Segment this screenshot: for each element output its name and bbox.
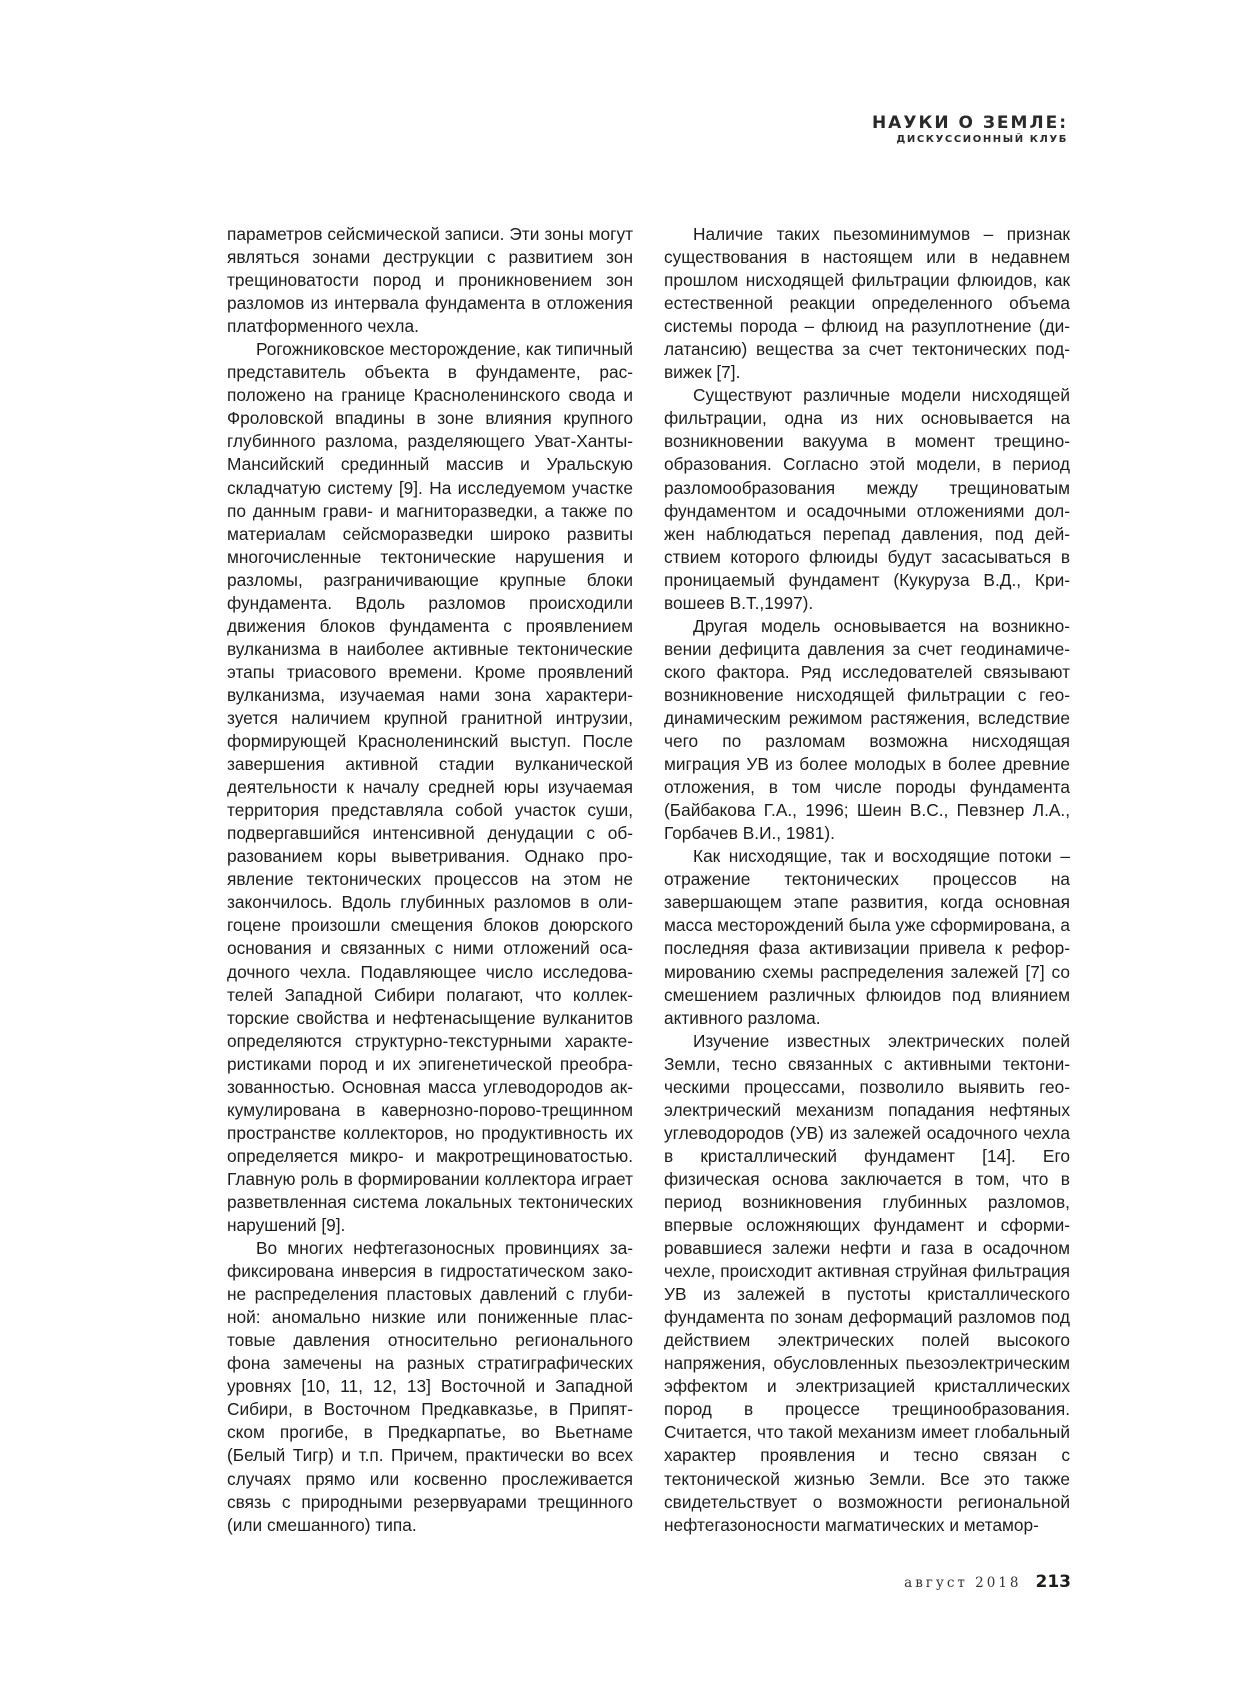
section-title: НАУКИ О ЗЕМЛЕ:	[871, 113, 1068, 133]
paragraph: параметров сейсмической записи. Эти зоны могут являться зонами деструкции с развитием зон трещиноватости пород и проникновением зон разломов из интервала фундамента в отложения платформенного чехла.	[227, 224, 633, 337]
paragraph: Как нисходящие, так и восходящие потоки – отражение тектонических процессов на завершающем этапе развития, когда основная масса месторождений была уже сформирована, а последняя фаза активизации привела к реформированию схемы распределения залежей [7] со смешением различных флюидов под влиянием активного разлома.	[664, 846, 1071, 1028]
journal-section-header	[872, 113, 1068, 145]
paragraph: Существуют различные модели нисходящей фильтрации, одна из них основывается на возникновении вакуума в момент трещинообразования. Согласно этой модели, в период разломообразования между трещиноватым фундаментом и осадочными отложениями должен наблюдаться перепад давления, под действием которого флюиды будут засасываться в проницаемый фундамент (Кукуруза В.Д., Кривошеев В.Т.,1997).	[664, 385, 1070, 613]
paragraph: Другая модель основывается на возникновении дефицита давления за счет геодинамического фактора. Ряд исследователей связывают возникновение нисходящей фильтрации с геодинамическим режимом растяжения, вследствие чего по разломам возможна нисходящая миграция УВ из более молодых в более древние отложения, в том числе породы фундамента (Байбакова Г.А., 1996; Шеин В.С., Певзнер Л.А., Горбачев В.И., 1981).	[664, 615, 1070, 844]
section-subtitle: ДИСКУССИОННЫЙ КЛУБ	[896, 134, 1068, 145]
paragraph: Наличие таких пьезоминимумов – признак существования в настоящем или в недавнем прошлом нисходящей фильтрации флюидов, как естественной реакции определенного объема системы порода – флюид на разуплотнение (дилатансию) вещества за счет тектонических подвижек [7].	[664, 224, 1070, 383]
page-footer	[904, 1572, 1071, 1592]
issue-date: август 2018	[904, 1575, 1022, 1591]
paragraph: Изучение известных электрических полей Земли, тесно связанных с активными тектоническими процессами, позволило выявить геоэлектрический механизм попадания нефтяных углеводородов (УВ) из залежей осадочного чехла в кристаллический фундамент [14]. Его физическая основа заключается в том, что в период возникновения глубинных разломов, впервые осложняющих фундамент и сформировавшиеся залежи нефти и газа в осадочном чехле, происходит активная струйная фильтрация УВ из залежей в пустоты кристаллического фундамента по зонам деформаций разломов под действием электрических полей высокого напряжения, обусловленных пьезоэлектрическим эффектом и электризацией кристаллических пород в процессе трещинообразования. Считается, что такой механизм имеет глобальный характер проявления и тесно связан с тектонической жизнью Земли. Все это также свидетельствует о возможности региональной нефтегазоносности магматических и метамор-	[664, 1030, 1070, 1535]
left-text-column	[227, 223, 633, 1537]
right-text-column	[664, 223, 1070, 1537]
paragraph: Рогожниковское месторождение, как типичный представитель объекта в фундаменте, расположено на границе Красноленинского свода и Фроловской впадины в зоне влияния крупного глубинного разлома, разделяющего Уват-Ханты-Мансийский срединный массив и Уральскую складчатую систему [9]. На исследуемом участке по данным грави- и магниторазведки, а также по материалам сейсморазведки широко развиты многочисленные тектонические нарушения и разломы, разграничивающие крупные блоки фундамента. Вдоль разломов происходили движения блоков фундамента с проявлением вулканизма в наиболее активные тектонические этапы триасового времени. Кроме проявлений вулканизма, изучаемая нами зона характеризуется наличием крупной гранитной интрузии, формирующей Красноленинский выступ. После завершения активной стадии вулканической деятельности к началу средней юры изучаемая территория представляла собой участок суши, подвергавшийся интенсивной денудации с образованием коры выветривания. Однако проявление тектонических процессов на этом не закончилось. Вдоль глубинных разломов в олигоцене произошли смещения блоков доюрского основания и связанных с ними отложений осадочного чехла. Подавляющее число исследователей Западной Сибири полагают, что коллекторские свойства и нефтенасыщение вулканитов определяются структурно-текстурными характеристиками пород и их эпигенетической преобразованностью. Основная масса углеводородов аккумулирована в кавернозно-порово-трещинном пространстве коллекторов, но продуктивность их определяется микро- и макротрещиноватостью. Главную роль в формировании коллектора играет разветвленная система локальных тектонических нарушений [9].	[227, 339, 633, 1236]
page-number: 213	[1035, 1572, 1071, 1592]
paragraph: Во многих нефтегазоносных провинциях зафиксирована инверсия в гидростатическом законе распределения пластовых давлений с глубиной: аномально низкие или пониженные пластовые давления относительно регионального фона замечены на разных стратиграфических уровнях [10, 11, 12, 13] Восточной и Западной Сибири, в Восточном Предкавказье, в Припятском прогибе, в Предкарпатье, во Вьетнаме (Белый Тигр) и т.п. Причем, практически во всех случаях прямо или косвенно прослеживается связь с природными резервуарами трещинного (или смешанного) типа.	[227, 1238, 633, 1535]
